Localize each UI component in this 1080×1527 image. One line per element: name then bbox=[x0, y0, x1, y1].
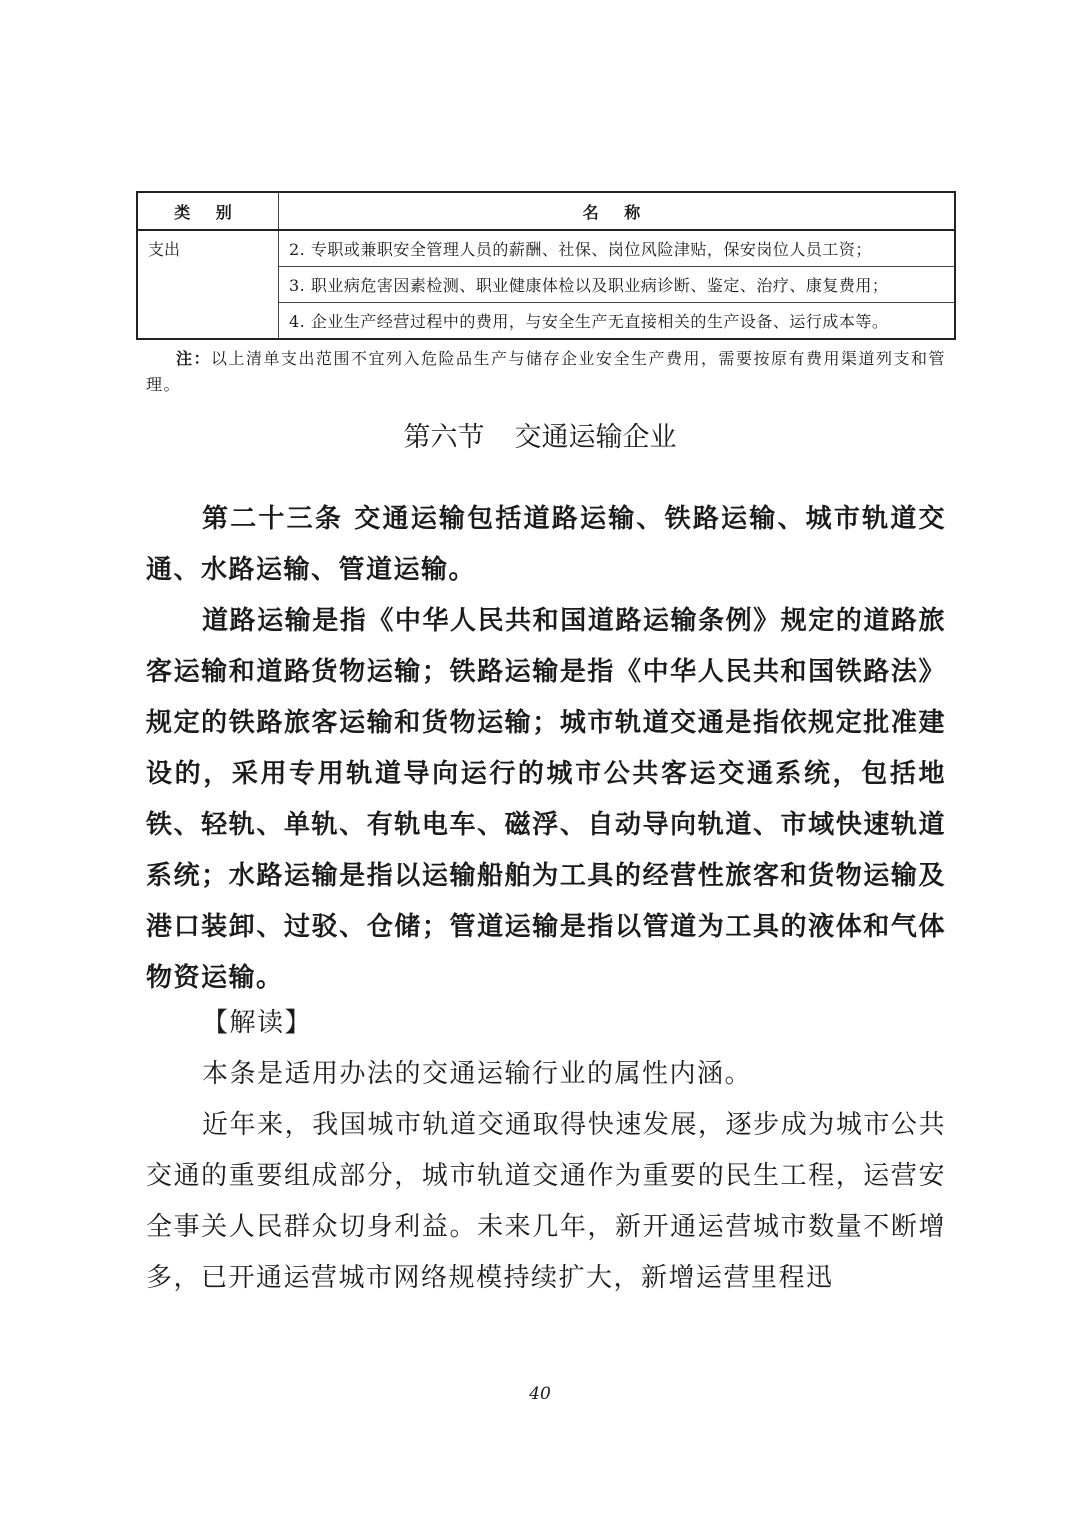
section-name: 交通运输企业 bbox=[514, 422, 677, 453]
table-note bbox=[146, 346, 948, 398]
article-paragraph: 道路运输是指《中华人民共和国道路运输条例》规定的道路旅客运输和道路货物运输；铁路运输是指《中华人民共和国铁路法》规定的铁路旅客运输和货物运输；城市轨道交通是指依规定批准建设的，采用专用轨道导向运行的城市公共客运交通系统，包括地铁、轻轨、单轨、有轨电车、磁浮、自动导向轨道、市域快速轨道系统；水路运输是指以运输船舶为工具的经营性旅客和货物运输及港口装卸、过驳、仓储；管道运输是指以管道为工具的液体和气体物资运输。 bbox=[146, 606, 946, 993]
header-category: 类 别 bbox=[137, 192, 279, 230]
note-text: 以上清单支出范围不宜列入危险品生产与储存企业安全生产费用，需要按原有费用渠道列支和管理。 bbox=[146, 349, 947, 394]
section-number: 第六节 bbox=[403, 422, 485, 453]
header-name: 名 称 bbox=[279, 192, 956, 230]
note-label: 注： bbox=[176, 349, 212, 368]
category-cell: 支出 bbox=[137, 230, 279, 339]
article-body bbox=[146, 494, 946, 1004]
expense-table bbox=[136, 191, 956, 340]
table-row bbox=[137, 230, 955, 267]
article-paragraph: 第二十三条 交通运输包括道路运输、铁路运输、城市轨道交通、水路运输、管道运输。 bbox=[146, 504, 946, 585]
page-number: 40 bbox=[529, 1384, 551, 1404]
interpretation-paragraph: 近年来，我国城市轨道交通取得快速发展，逐步成为城市公共交通的重要组成部分，城市轨道交通作为重要的民生工程，运营安全事关人民群众切身利益。未来几年，新开通运营城市数量不断增多，已开通运营城市网络规模持续扩大，新增运营里程迅 bbox=[146, 1110, 946, 1293]
interpretation-paragraph: 本条是适用办法的交通运输行业的属性内涵。 bbox=[202, 1059, 753, 1089]
table-item: 3. 职业病危害因素检测、职业健康体检以及职业病诊断、鉴定、治疗、康复费用； bbox=[279, 267, 956, 303]
section-title bbox=[0, 418, 1080, 458]
table-header-row bbox=[137, 192, 955, 230]
table-item: 4. 企业生产经营过程中的费用，与安全生产无直接相关的生产设备、运行成本等。 bbox=[279, 303, 956, 340]
table-item: 2. 专职或兼职安全管理人员的薪酬、社保、岗位风险津贴，保安岗位人员工资； bbox=[279, 230, 956, 267]
interpretation bbox=[146, 998, 946, 1304]
interpretation-heading: 【解读】 bbox=[202, 1008, 313, 1038]
